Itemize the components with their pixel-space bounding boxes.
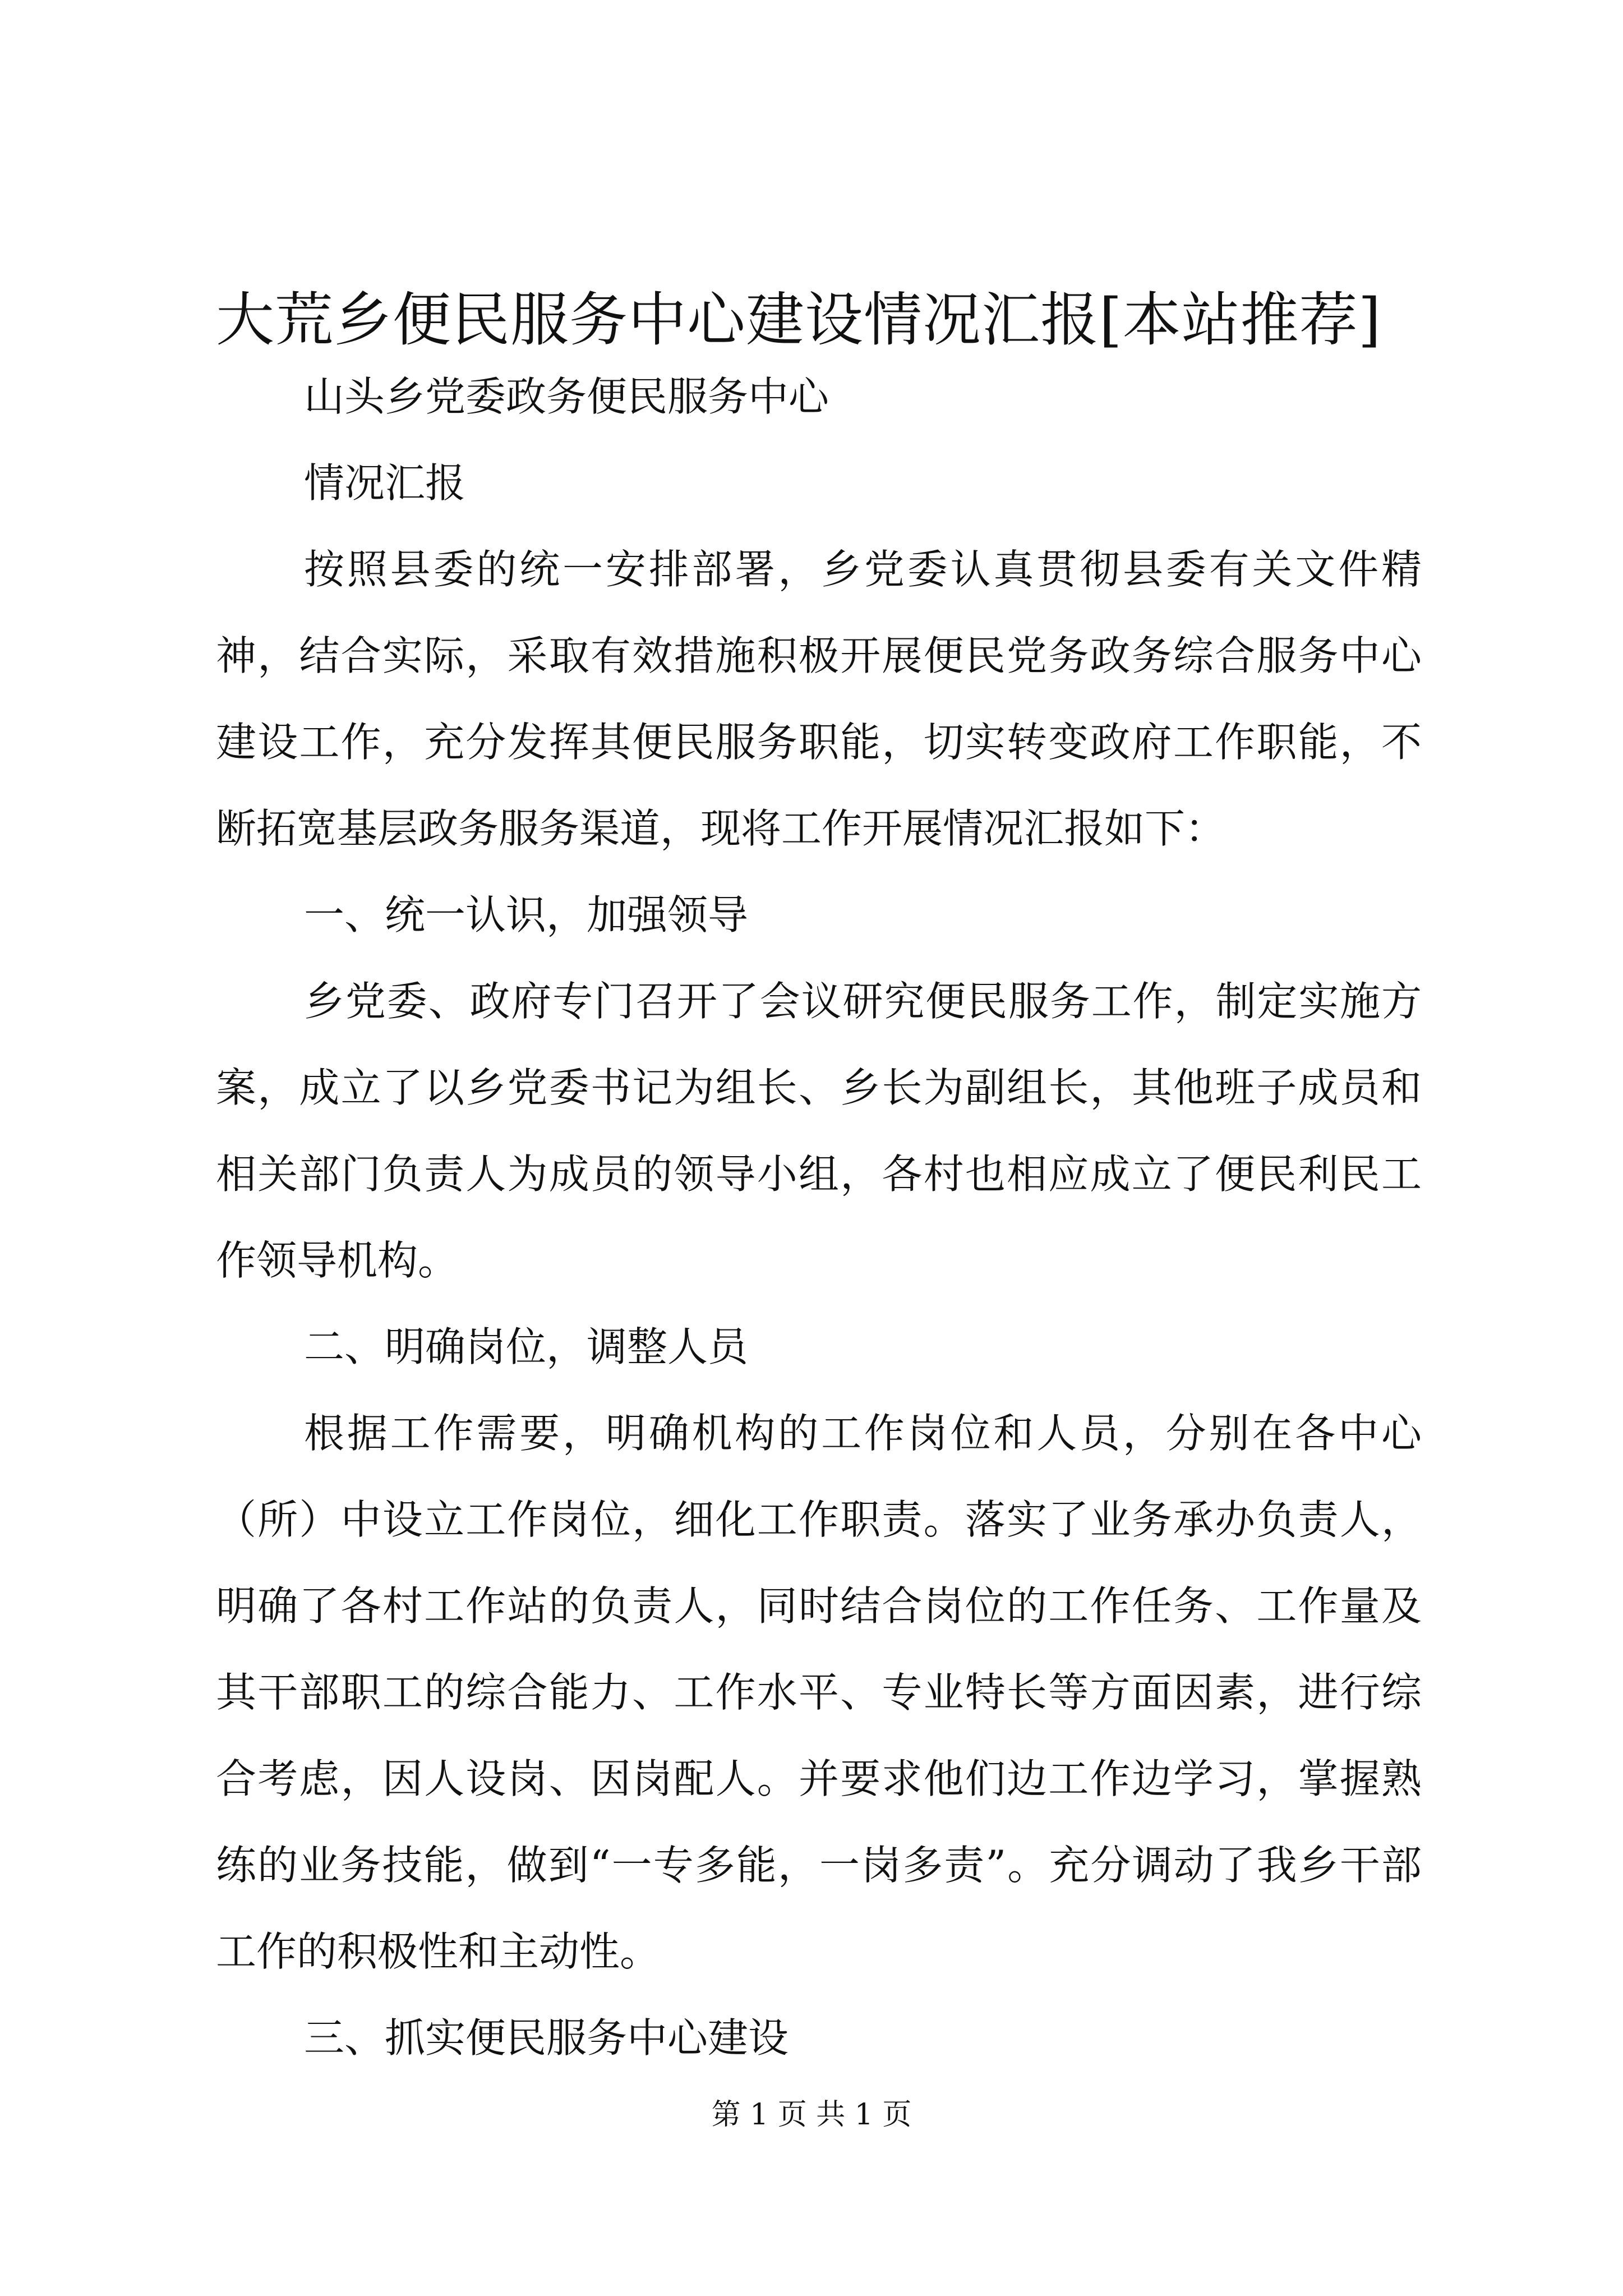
paragraph-section-2: 根据工作需要，明确机构的工作岗位和人员，分别在各中心（所）中设立工作岗位，细化工作职责。落实了业务承办负责人，明确了各村工作站的负责人，同时结合岗位的工作任务、工作量及其干部职工的综合能力、工作水平、专业特长等方面因素，进行综合考虑，因人设岗、因岗配人。并要求他们边工作边学习，掌握熟练的业务技能，做到“一专多能，一岗多责”。充分调动了我乡干部工作的积极性和主动性。 <box>216 1410 1422 1975</box>
paragraph-section-1: 乡党委、政府专门召开了会议研究便民服务工作，制定实施方案，成立了以乡党委书记为组长、乡长为副组长，其他班子成员和相关部门负责人为成员的领导小组，各村也相应成立了便民利民工作领导机构。 <box>216 978 1422 1284</box>
document-title: 大荒乡便民服务中心建设情况汇报[本站推荐] <box>216 286 1382 354</box>
page-footer: 第 1 页 共 1 页 <box>711 2098 912 2132</box>
document-body <box>216 353 1422 2081</box>
paragraph-org-name: 山头乡党委政务便民服务中心 <box>304 373 829 420</box>
paragraph-report-label: 情况汇报 <box>304 459 466 507</box>
paragraph-intro: 按照县委的统一安排部署，乡党委认真贯彻县委有关文件精神，结合实际，采取有效措施积极开展便民党务政务综合服务中心建设工作，充分发挥其便民服务职能，切实转变政府工作职能，不断拓宽基层政务服务渠道，现将工作开展情况汇报如下： <box>216 546 1422 852</box>
section-heading-1: 一、统一认识，加强领导 <box>304 891 749 938</box>
section-heading-2: 二、明确岗位，调整人员 <box>304 1323 749 1370</box>
section-heading-3: 三、抓实便民服务中心建设 <box>304 2014 789 2062</box>
